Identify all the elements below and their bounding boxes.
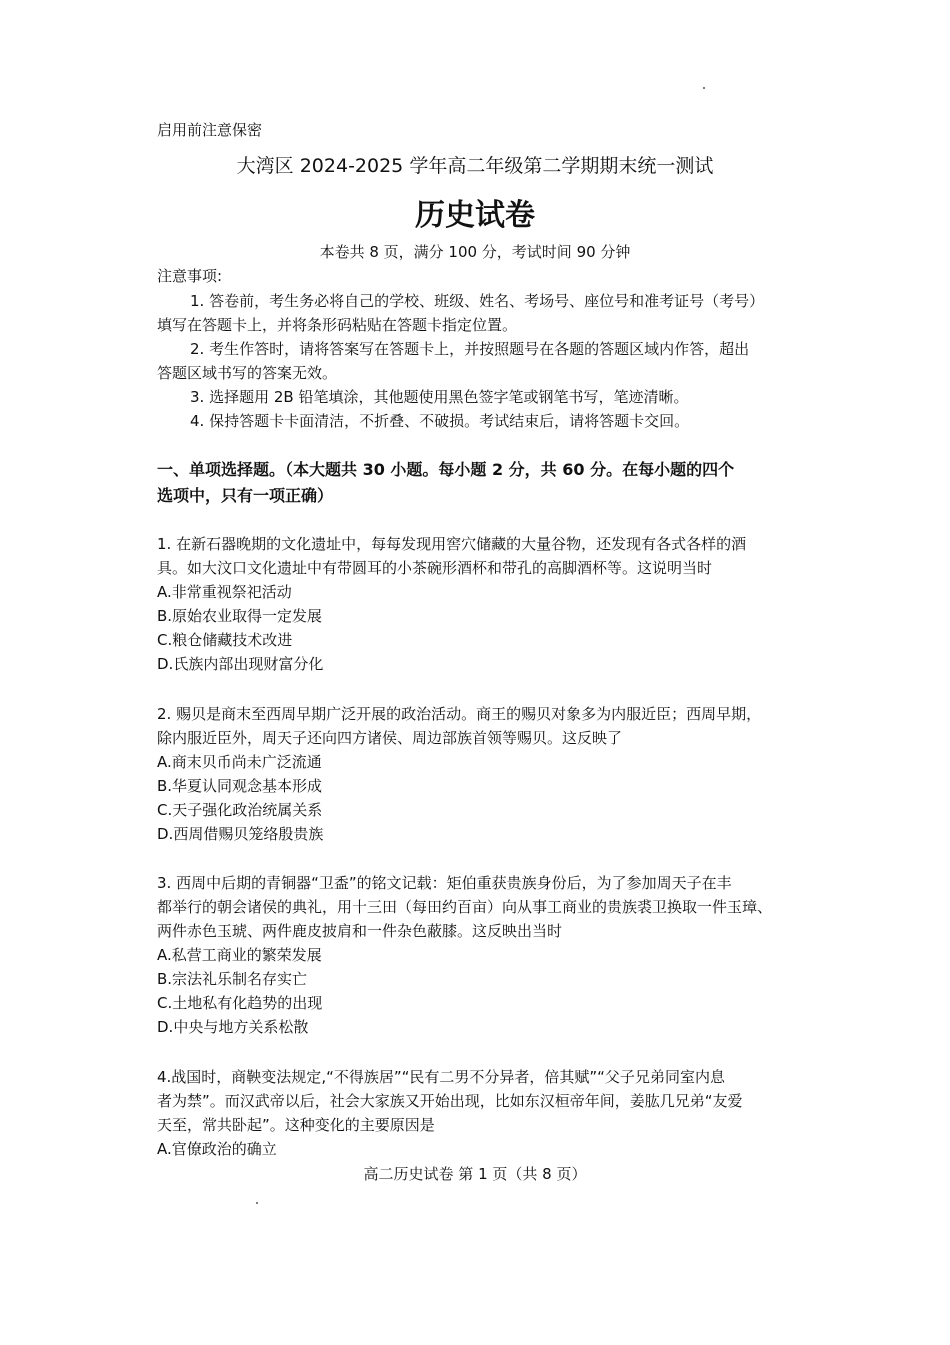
option-b: B.宗法礼乐制名存实亡	[157, 970, 308, 988]
section-heading: 一、单项选择题。（本大题共 30 小题。每小题 2 分，共 60 分。在每小题的四个	[157, 460, 735, 479]
section-heading: 选项中，只有一项正确）	[157, 486, 334, 505]
question-stem: 都举行的朝会诸侯的典礼，用十三田（每田约百亩）向从事工商业的贵族裘卫换取一件玉璋、	[157, 898, 773, 916]
scan-dot	[703, 87, 705, 89]
notice-item: 答题区域书写的答案无效。	[157, 364, 338, 382]
confidential-note: 启用前注意保密	[157, 121, 263, 139]
page-footer: 高二历史试卷 第 1 页（共 8 页）	[363, 1165, 587, 1183]
option-a: A.官僚政治的确立	[157, 1140, 277, 1158]
question-stem: 者为禁”。而汉武帝以后，社会大家族又开始出现，比如东汉桓帝年间，姜肱几兄弟“友爱	[157, 1092, 743, 1110]
option-a: A.商末贝币尚未广泛流通	[157, 753, 322, 771]
option-d: D.西周借赐贝笼络殷贵族	[157, 825, 324, 843]
notice-item: 3. 选择题用 2B 铅笔填涂，其他题使用黑色签字笔或钢笔书写，笔迹清晰。	[190, 388, 689, 406]
scan-dot	[256, 1202, 258, 1204]
option-a: A.私营工商业的繁荣发展	[157, 946, 322, 964]
question-stem: 天至，常共卧起”。这种变化的主要原因是	[157, 1116, 435, 1134]
question-stem: 4.战国时，商鞅变法规定,“不得族居”“民有二男不分异者，倍其赋”“父子兄弟同室内息	[157, 1068, 725, 1086]
subject-title: 历史试卷	[415, 198, 535, 233]
option-c: C.天子强化政治统属关系	[157, 801, 323, 819]
exam-info: 本卷共 8 页，满分 100 分，考试时间 90 分钟	[319, 243, 631, 261]
question-stem: 1. 在新石器晚期的文化遗址中，每每发现用窖穴储藏的大量谷物，还发现有各式各样的酒	[157, 535, 747, 553]
option-b: B.原始农业取得一定发展	[157, 607, 323, 625]
option-c: C.粮仓储藏技术改进	[157, 631, 293, 649]
notice-item: 2. 考生作答时，请将答案写在答题卡上，并按照题号在各题的答题区域内作答，超出	[190, 340, 750, 358]
question-stem: 具。如大汶口文化遗址中有带圆耳的小茶碗形酒杯和带孔的高脚酒杯等。这说明当时	[157, 559, 713, 577]
notice-heading: 注意事项:	[157, 267, 223, 285]
notice-item: 填写在答题卡上，并将条形码粘贴在答题卡指定位置。	[157, 316, 518, 334]
option-d: D.中央与地方关系松散	[157, 1018, 309, 1036]
option-d: D.氏族内部出现财富分化	[157, 655, 324, 673]
question-stem: 两件赤色玉琥、两件鹿皮披肩和一件杂色蔽膝。这反映出当时	[157, 922, 563, 940]
option-a: A.非常重视祭祀活动	[157, 583, 292, 601]
notice-item: 4. 保持答题卡卡面清洁，不折叠、不破损。考试结束后，请将答题卡交回。	[190, 412, 690, 430]
notice-item: 1. 答卷前，考生务必将自己的学校、班级、姓名、考场号、座位号和准考证号（考号）	[190, 292, 765, 310]
question-stem: 除内服近臣外，周天子还向四方诸侯、周边部族首领等赐贝。这反映了	[157, 729, 623, 747]
question-stem: 3. 西周中后期的青铜器“卫盉”的铭文记载：矩伯重获贵族身份后，为了参加周天子在丰	[157, 874, 732, 892]
option-c: C.土地私有化趋势的出现	[157, 994, 323, 1012]
option-b: B.华夏认同观念基本形成	[157, 777, 323, 795]
exam-title: 大湾区 2024-2025 学年高二年级第二学期期末统一测试	[236, 155, 714, 177]
question-stem: 2. 赐贝是商末至西周早期广泛开展的政治活动。商王的赐贝对象多为内服近臣；西周早期，	[157, 705, 762, 723]
